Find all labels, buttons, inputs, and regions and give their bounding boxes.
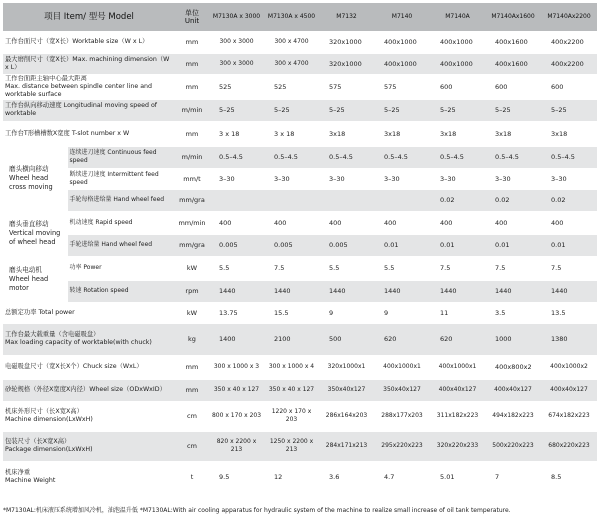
table-row xyxy=(3,302,597,323)
header-unit-en: Unit xyxy=(184,17,200,25)
row-label-text: 机床净重 xyxy=(5,468,31,476)
cell-value: 400 xyxy=(541,211,597,234)
cell-value: 400 xyxy=(485,211,541,234)
row-label xyxy=(3,302,175,323)
row-label-text: 电磁吸盘尺寸（宽X长X个）Chuck size（WxL） xyxy=(5,363,143,370)
cell-value: 5.01 xyxy=(430,461,485,492)
row-unit: mm xyxy=(175,74,209,99)
cell-value: 400x1000 xyxy=(430,53,485,74)
table-row xyxy=(3,74,597,99)
row-label xyxy=(3,74,175,99)
cell-value xyxy=(264,189,319,211)
row-unit: mm xyxy=(175,379,209,401)
cell-value: 575 xyxy=(374,74,430,99)
cell-value: 0.5–4.5 xyxy=(319,146,374,168)
cell-value: 1220 x 170 x 203 xyxy=(264,401,319,431)
cell-value: 620 xyxy=(430,323,485,355)
row-unit: mm xyxy=(175,31,209,53)
cell-value: 1440 xyxy=(264,280,319,302)
cell-value: 3x18 xyxy=(319,121,374,146)
cell-value: 680x220x223 xyxy=(541,431,597,461)
cell-value: 1440 xyxy=(541,280,597,302)
cell-value: 9 xyxy=(319,302,374,323)
header-model: M7130A x 3000 xyxy=(209,3,264,31)
cell-value: 1440 xyxy=(374,280,430,302)
cell-value: 1380 xyxy=(541,323,597,355)
cell-value: 500x220x223 xyxy=(485,431,541,461)
cell-value: 295x220x223 xyxy=(374,431,430,461)
cell-value xyxy=(209,189,264,211)
cell-value: 400x1000x1 xyxy=(430,355,485,379)
group-title-en: Wheel head cross moving xyxy=(9,174,53,191)
cell-value: 620 xyxy=(374,323,430,355)
row-label: 断续进刀速度 Intermittent feed speed xyxy=(67,168,175,189)
cell-value: 350x40x127 xyxy=(319,379,374,401)
cell-value: 5.5 xyxy=(209,256,264,280)
cell-value: 525 xyxy=(264,74,319,99)
row-label xyxy=(3,121,175,146)
row-label-text: 工作台最大载重量（含电磁吸盘） xyxy=(5,331,100,338)
row-unit: cm xyxy=(175,431,209,461)
table-row xyxy=(3,99,597,121)
row-label: 连续进刀速度 Continuous feed speed xyxy=(67,146,175,168)
cell-value: 400x40x127 xyxy=(541,379,597,401)
cell-value: 0.5–4.5 xyxy=(541,146,597,168)
cell-value: 400 xyxy=(319,211,374,234)
cell-value: 400x40x127 xyxy=(485,379,541,401)
header-model: M7140 xyxy=(374,3,430,31)
table-row xyxy=(3,431,597,461)
cell-value: 0.005 xyxy=(209,234,264,256)
cell-value: 320x1000x1 xyxy=(319,355,374,379)
row-unit: kW xyxy=(175,302,209,323)
cell-value: 0.02 xyxy=(541,189,597,211)
row-unit: m/min xyxy=(175,99,209,121)
cell-value: 400x1000 xyxy=(430,31,485,53)
cell-value: 5–25 xyxy=(264,99,319,121)
row-label-text: 包装尺寸（长X宽X高） xyxy=(5,438,71,445)
cell-value: 0.01 xyxy=(374,234,430,256)
cell-value: 400x1000x2 xyxy=(541,355,597,379)
row-label: 机动速度 Rapid speed xyxy=(67,211,175,234)
row-unit: mm xyxy=(175,121,209,146)
row-label-text-en: Machine Weight xyxy=(5,476,56,484)
cell-value: 3–30 xyxy=(319,168,374,189)
row-label-text-en: Package dimension(LxWxH) xyxy=(5,446,93,453)
cell-value: 3x18 xyxy=(374,121,430,146)
row-label-text: 工作台面尺寸（宽X长）Worktable size（W x L） xyxy=(5,37,149,45)
cell-value: 400 xyxy=(264,211,319,234)
cell-value: 320x1000 xyxy=(319,31,374,53)
cell-value: 3x18 xyxy=(485,121,541,146)
row-label xyxy=(3,355,175,379)
cell-value: 500 xyxy=(319,323,374,355)
cell-value: 3–30 xyxy=(541,168,597,189)
cell-value: 400 xyxy=(430,211,485,234)
cell-value: 1440 xyxy=(319,280,374,302)
cell-value: 3–30 xyxy=(485,168,541,189)
row-label-text: 砂轮规格（外径X宽度X内径）Wheel size（ODxWxID） xyxy=(5,386,166,393)
row-unit: kg xyxy=(175,323,209,355)
row-unit: rpm xyxy=(175,280,209,302)
cell-value: 1440 xyxy=(209,280,264,302)
cell-value: 5–25 xyxy=(430,99,485,121)
row-label-text: 机床外形尺寸（长X宽X高） xyxy=(5,408,83,415)
row-label xyxy=(3,31,175,53)
header-unit-zh: 单位 xyxy=(185,9,199,17)
cell-value: 0.5–4.5 xyxy=(374,146,430,168)
cell-value: 7.5 xyxy=(541,256,597,280)
cell-value: 400x1000x1 xyxy=(374,355,430,379)
cell-value: 300 x 4700 xyxy=(264,53,319,74)
table-row xyxy=(3,146,597,168)
cell-value: 600 xyxy=(541,74,597,99)
cell-value: 400 xyxy=(209,211,264,234)
row-unit: mm/min xyxy=(175,211,209,234)
cell-value: 3 x 18 xyxy=(209,121,264,146)
table-row xyxy=(3,461,597,492)
cell-value: 1000 xyxy=(485,323,541,355)
cell-value: 0.01 xyxy=(541,234,597,256)
cell-value: 11 xyxy=(430,302,485,323)
cell-value: 300 x 1000 x 3 xyxy=(209,355,264,379)
cell-value: 3x18 xyxy=(541,121,597,146)
cell-value: 5–25 xyxy=(541,99,597,121)
header-model: M7140Ax1600 xyxy=(485,3,541,31)
row-label-text: 工作台纵向移动速度 Longitudinal moving speed of worktable xyxy=(5,102,158,117)
row-label xyxy=(3,323,175,355)
row-label-text: 工作台T形槽槽数X宽度 T-slot number x W xyxy=(5,129,130,137)
cell-value: 7 xyxy=(485,461,541,492)
cell-value: 0.005 xyxy=(319,234,374,256)
row-label-text-en: Max. distance between spindle center line and worktable surface xyxy=(5,82,153,98)
cell-value: 400x1000 xyxy=(374,31,430,53)
table-row xyxy=(3,256,597,280)
spec-table xyxy=(3,3,597,493)
row-label-text-en: Machine dimension(LxWxH) xyxy=(5,416,93,423)
table-row xyxy=(3,189,597,211)
table-row xyxy=(3,355,597,379)
cell-value: 311x182x223 xyxy=(430,401,485,431)
cell-value: 5–25 xyxy=(209,99,264,121)
cell-value: 400x1600 xyxy=(485,31,541,53)
row-unit: mm/gra xyxy=(175,234,209,256)
cell-value: 300 x 3000 xyxy=(209,53,264,74)
row-label: 转速 Rotation speed xyxy=(67,280,175,302)
row-label-text-en: Max loading capacity of worktable(with chuck) xyxy=(5,339,152,346)
row-unit: kW xyxy=(175,256,209,280)
cell-value: 13.75 xyxy=(209,302,264,323)
cell-value: 525 xyxy=(209,74,264,99)
cell-value: 286x164x203 xyxy=(319,401,374,431)
group-title-zh: 磨头电动机 xyxy=(9,265,42,274)
row-label-text: 最大磨削尺寸（宽X长）Max. machining dimension（W x L） xyxy=(5,55,170,71)
cell-value: 1440 xyxy=(430,280,485,302)
cell-value: 0.01 xyxy=(430,234,485,256)
row-label xyxy=(3,431,175,461)
row-label: 手轮每格进给量 Hand wheel feed xyxy=(67,189,175,211)
cell-value xyxy=(374,189,430,211)
cell-value: 320x1000 xyxy=(319,53,374,74)
cell-value: 400x800x2 xyxy=(485,355,541,379)
cell-value: 0.5–4.5 xyxy=(485,146,541,168)
cell-value: 494x182x223 xyxy=(485,401,541,431)
cell-value: 4.7 xyxy=(374,461,430,492)
table-row xyxy=(3,234,597,256)
table-row xyxy=(3,323,597,355)
table-row xyxy=(3,31,597,53)
cell-value: 0.5–4.5 xyxy=(264,146,319,168)
cell-value: 7.5 xyxy=(264,256,319,280)
cell-value: 350x40x127 xyxy=(374,379,430,401)
group-title-en: Wheel head motor xyxy=(9,274,49,292)
cell-value: 5.5 xyxy=(319,256,374,280)
cell-value: 300 x 1000 x 4 xyxy=(264,355,319,379)
cell-value: 5–25 xyxy=(485,99,541,121)
cell-value: 12 xyxy=(264,461,319,492)
group-title xyxy=(3,146,67,211)
cell-value: 400x2200 xyxy=(541,53,597,74)
header-model: M7130A x 4500 xyxy=(264,3,319,31)
cell-value: 5–25 xyxy=(319,99,374,121)
row-label xyxy=(3,401,175,431)
header-model: M7140Ax2200 xyxy=(541,3,597,31)
group-title xyxy=(3,211,67,256)
header-model: M7132 xyxy=(319,3,374,31)
cell-value: 1400 xyxy=(209,323,264,355)
header-row xyxy=(3,3,597,31)
cell-value: 320x220x233 xyxy=(430,431,485,461)
row-label-text: 总额定功率 Total power xyxy=(5,308,75,316)
table-row xyxy=(3,168,597,189)
cell-value: 15.5 xyxy=(264,302,319,323)
group-title-zh: 磨头横向移动 xyxy=(9,165,49,173)
cell-value: 400x40x127 xyxy=(430,379,485,401)
cell-value xyxy=(319,189,374,211)
cell-value: 2100 xyxy=(264,323,319,355)
cell-value: 600 xyxy=(430,74,485,99)
row-unit: t xyxy=(175,461,209,492)
table-row xyxy=(3,280,597,302)
cell-value: 800 x 170 x 203 xyxy=(209,401,264,431)
row-unit: cm xyxy=(175,401,209,431)
group-title xyxy=(3,256,67,302)
cell-value: 3–30 xyxy=(430,168,485,189)
cell-value: 820 x 2200 x 213 xyxy=(209,431,264,461)
cell-value: 350 x 40 x 127 xyxy=(264,379,319,401)
cell-value: 3.6 xyxy=(319,461,374,492)
cell-value: 3–30 xyxy=(209,168,264,189)
cell-value: 9.5 xyxy=(209,461,264,492)
cell-value: 0.02 xyxy=(430,189,485,211)
header-model: M7140A xyxy=(430,3,485,31)
row-label: 手轮进给量 Hand wheel feed xyxy=(67,234,175,256)
cell-value: 300 x 4700 xyxy=(264,31,319,53)
row-label: 功率 Power xyxy=(67,256,175,280)
cell-value: 13.5 xyxy=(541,302,597,323)
row-unit: mm/t xyxy=(175,168,209,189)
cell-value: 3 x 18 xyxy=(264,121,319,146)
cell-value: 0.5–4.5 xyxy=(209,146,264,168)
row-label xyxy=(3,461,175,492)
cell-value: 7.5 xyxy=(485,256,541,280)
cell-value: 1440 xyxy=(485,280,541,302)
table-row xyxy=(3,53,597,74)
cell-value: 0.02 xyxy=(485,189,541,211)
cell-value: 3–30 xyxy=(374,168,430,189)
cell-value: 400 xyxy=(374,211,430,234)
cell-value: 400x1600 xyxy=(485,53,541,74)
cell-value: 5.5 xyxy=(374,256,430,280)
cell-value: 0.005 xyxy=(264,234,319,256)
cell-value: 284x171x213 xyxy=(319,431,374,461)
table-row xyxy=(3,401,597,431)
row-unit: mm xyxy=(175,53,209,74)
group-title-en: Vertical moving of wheel head xyxy=(9,229,61,246)
cell-value: 300 x 3000 xyxy=(209,31,264,53)
cell-value: 400x1000 xyxy=(374,53,430,74)
cell-value: 5–25 xyxy=(374,99,430,121)
table-row xyxy=(3,379,597,401)
table-row xyxy=(3,211,597,234)
cell-value: 3x18 xyxy=(430,121,485,146)
cell-value: 674x182x223 xyxy=(541,401,597,431)
row-unit: mm/gra xyxy=(175,189,209,211)
cell-value: 7.5 xyxy=(430,256,485,280)
header-unit xyxy=(175,3,209,31)
cell-value: 9 xyxy=(374,302,430,323)
group-title-zh: 磨头垂直移动 xyxy=(9,220,49,228)
cell-value: 288x177x203 xyxy=(374,401,430,431)
cell-value: 8.5 xyxy=(541,461,597,492)
row-label-text: 工作台面距主轴中心最大距离 xyxy=(5,74,87,82)
cell-value: 350 x 40 x 127 xyxy=(209,379,264,401)
cell-value: 3–30 xyxy=(264,168,319,189)
cell-value: 3.5 xyxy=(485,302,541,323)
cell-value: 0.01 xyxy=(485,234,541,256)
cell-value: 600 xyxy=(485,74,541,99)
cell-value: 575 xyxy=(319,74,374,99)
header-item: 项目 Item/ 型号 Model xyxy=(3,3,175,31)
row-label xyxy=(3,53,175,74)
cell-value: 400x2200 xyxy=(541,31,597,53)
row-label xyxy=(3,379,175,401)
row-unit: mm xyxy=(175,355,209,379)
row-unit: m/min xyxy=(175,146,209,168)
row-label xyxy=(3,99,175,121)
cell-value: 1250 x 2200 x 213 xyxy=(264,431,319,461)
table-row xyxy=(3,121,597,146)
footnote: *M7130AL:机床液压系统增加风冷机，油泡温升低 *M7130AL:With air cooling apparatus for hydraulic system of the machine to realize small increase of oil tank temperature. xyxy=(3,507,511,514)
cell-value: 0.5–4.5 xyxy=(430,146,485,168)
